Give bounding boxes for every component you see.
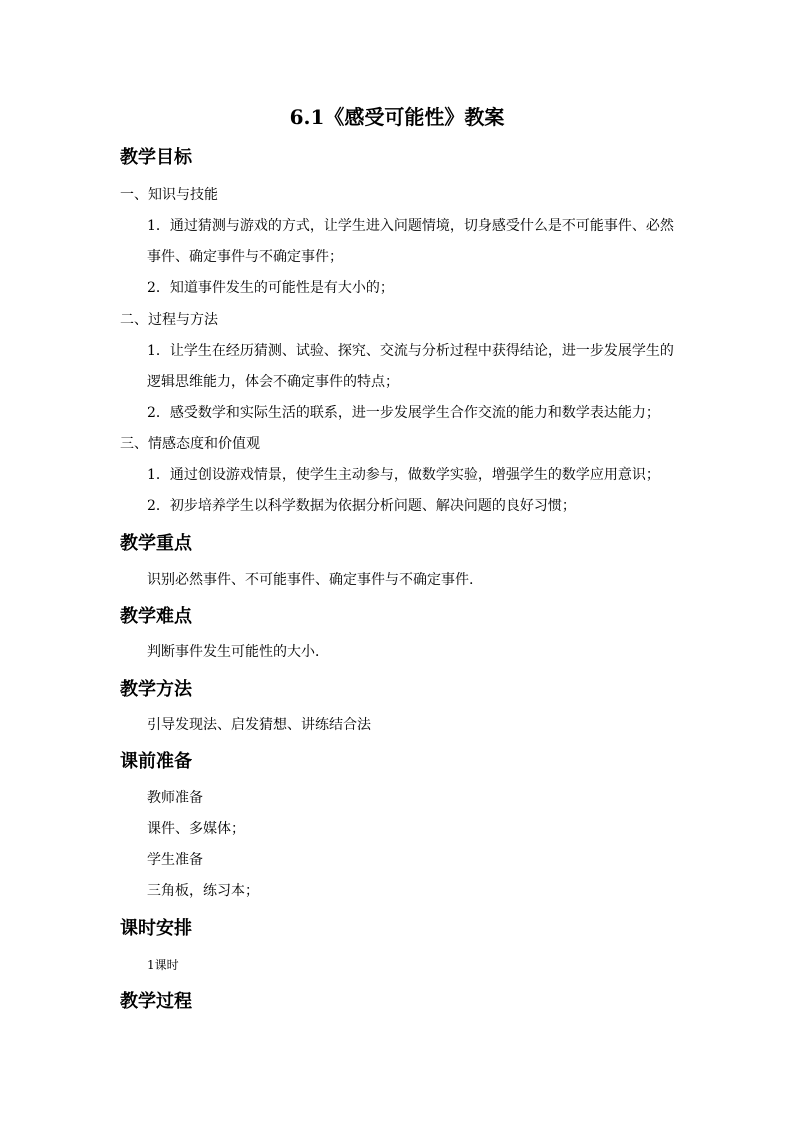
prep-teacher-label: 教师准备: [147, 790, 203, 806]
goal-1-1-line2: 事件、确定事件与不确定事件；: [147, 249, 343, 265]
key-points-text: 识别必然事件、不可能事件、确定事件与不确定事件.: [147, 572, 474, 588]
goal-3-1: 1．通过创设游戏情景，使学生主动参与，做数学实验，增强学生的数学应用意识；: [147, 467, 660, 483]
goal-1-1-line1: 1．通过猜测与游戏的方式，让学生进入问题情境，切身感受什么是不可能事件、必然: [147, 218, 674, 234]
goal-2-2: 2．感受数学和实际生活的联系，进一步发展学生合作交流的能力和数学表达能力；: [147, 405, 660, 421]
heading-difficult-points: 教学难点: [120, 606, 192, 627]
heading-preparation: 课前准备: [120, 751, 192, 772]
goal-1-2: 2．知道事件发生的可能性是有大小的；: [147, 280, 394, 296]
heading-teaching-method: 教学方法: [120, 679, 192, 700]
heading-teaching-process: 教学过程: [120, 991, 192, 1012]
heading-teaching-goals: 教学目标: [120, 147, 192, 168]
doc-title: 6.1《感受可能性》教案: [289, 105, 505, 129]
goal-2-1-line2: 逻辑思维能力，体会不确定事件的特点；: [147, 374, 399, 390]
goal-2-1-line1: 1．让学生在经历猜测、试验、探究、交流与分析过程中获得结论，进一步发展学生的: [147, 343, 674, 359]
goal-3-2: 2．初步培养学生以科学数据为依据分析问题、解决问题的良好习惯；: [147, 498, 576, 514]
difficult-points-text: 判断事件发生可能性的大小．: [147, 644, 329, 660]
teaching-method-text: 引导发现法、启发猜想、讲练结合法: [147, 717, 371, 733]
subsection-process: 二、过程与方法: [120, 312, 218, 328]
prep-teacher-items: 课件、多媒体；: [147, 821, 245, 837]
subsection-knowledge: 一、知识与技能: [120, 187, 218, 203]
subsection-attitude: 三、情感态度和价值观: [120, 436, 260, 452]
heading-key-points: 教学重点: [120, 533, 192, 554]
schedule-text: 1课时: [147, 958, 179, 972]
heading-schedule: 课时安排: [120, 918, 192, 939]
prep-student-items: 三角板，练习本；: [147, 883, 259, 899]
prep-student-label: 学生准备: [147, 852, 203, 868]
